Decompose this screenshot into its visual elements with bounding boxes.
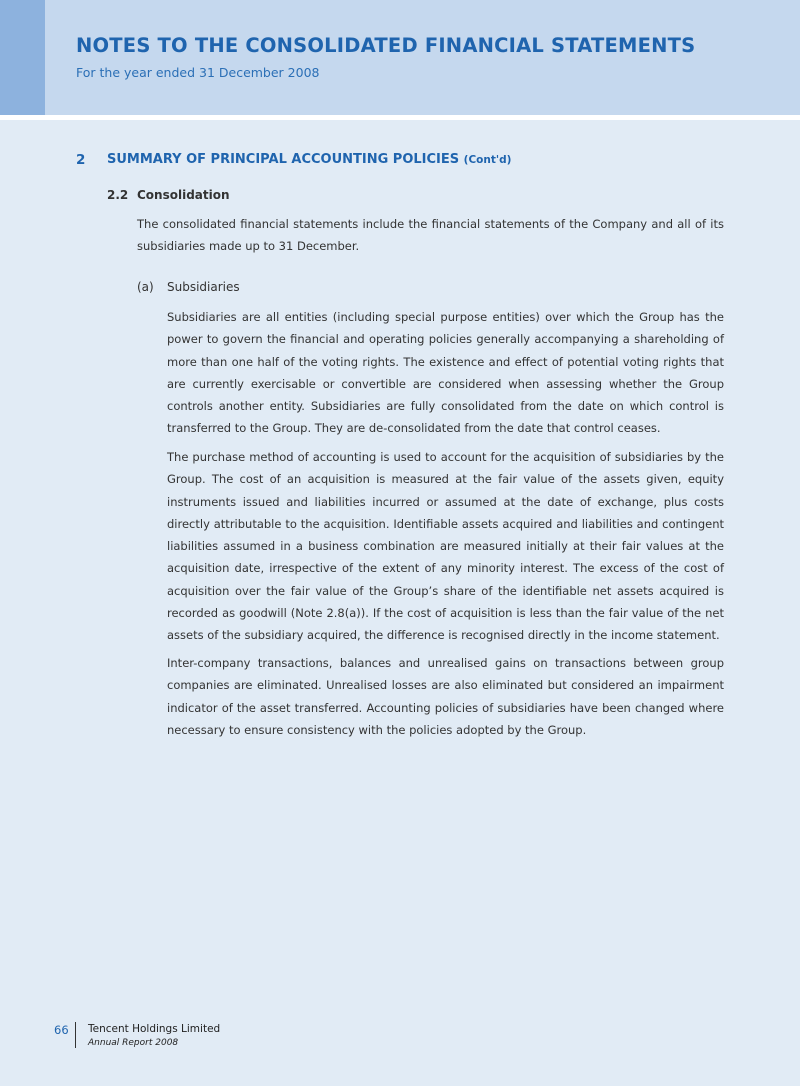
intro-paragraph: The consolidated financial statements include the financial statements of the Company and all of its subsidiaries made up to 31 December. [137,217,724,254]
header-accent-bar [0,0,45,115]
page-title: NOTES TO THE CONSOLIDATED FINANCIAL STATEMENTS [76,34,696,57]
subsection-number: 2.2 [107,188,129,202]
header-divider [0,115,800,120]
subsection-title: Consolidation [137,188,230,202]
section-continued-label: (Cont'd) [463,154,512,166]
paragraph-subsidiaries-definition: Subsidiaries are all entities (including special purpose entities) over which the Group has the power to govern the financial and operating policies generally accompanying a shareholding of more than one half of the voting rights. The existence and effect of potential voting rights that are currently exercisable or convertible are considered when assessing whether the Group controls another entity. Subsidiaries are fully consolidated from the date on which control is transferred to the Group. They are de-consolidated from the date that control ceases. [167,310,724,436]
section-heading [107,152,511,167]
footer-company-name: Tencent Holdings Limited [88,1023,221,1035]
item-label: (a) [137,280,154,294]
paragraph-intercompany: Inter-company transactions, balances and unrealised gains on transactions between group companies are eliminated. Unrealised losses are also eliminated but considered an impairment indicator of the asset transferred. Accounting policies of subsidiaries have been changed where necessary to ensure consistency with the policies adopted by the Group. [167,656,724,737]
page-subtitle: For the year ended 31 December 2008 [76,65,320,80]
section-title: SUMMARY OF PRINCIPAL ACCOUNTING POLICIES [107,152,460,167]
footer-report-title: Annual Report 2008 [88,1038,179,1048]
paragraph-purchase-method: The purchase method of accounting is used to account for the acquisition of subsidiaries by the Group. The cost of an acquisition is measured at the fair value of the assets given, equity instruments issued and liabilities incurred or assumed at the date of exchange, plus costs directly attributable to the acquisition. Identifiable assets acquired and liabilities and contingent liabilities assumed in a business combination are measured initially at their fair values at the acquisition date, irrespective of the extent of any minority interest. The excess of the cost of acquisition over the fair value of the Group’s share of the identifiable net assets acquired is recorded as goodwill (Note 2.8(a)). If the cost of acquisition is less than the fair value of the net assets of the subsidiary acquired, the difference is recognised directly in the income statement. [167,450,724,643]
header-band [0,0,800,115]
page-number: 66 [54,1023,69,1037]
item-title: Subsidiaries [167,280,240,294]
footer-divider [75,1022,76,1048]
section-number: 2 [76,152,86,168]
